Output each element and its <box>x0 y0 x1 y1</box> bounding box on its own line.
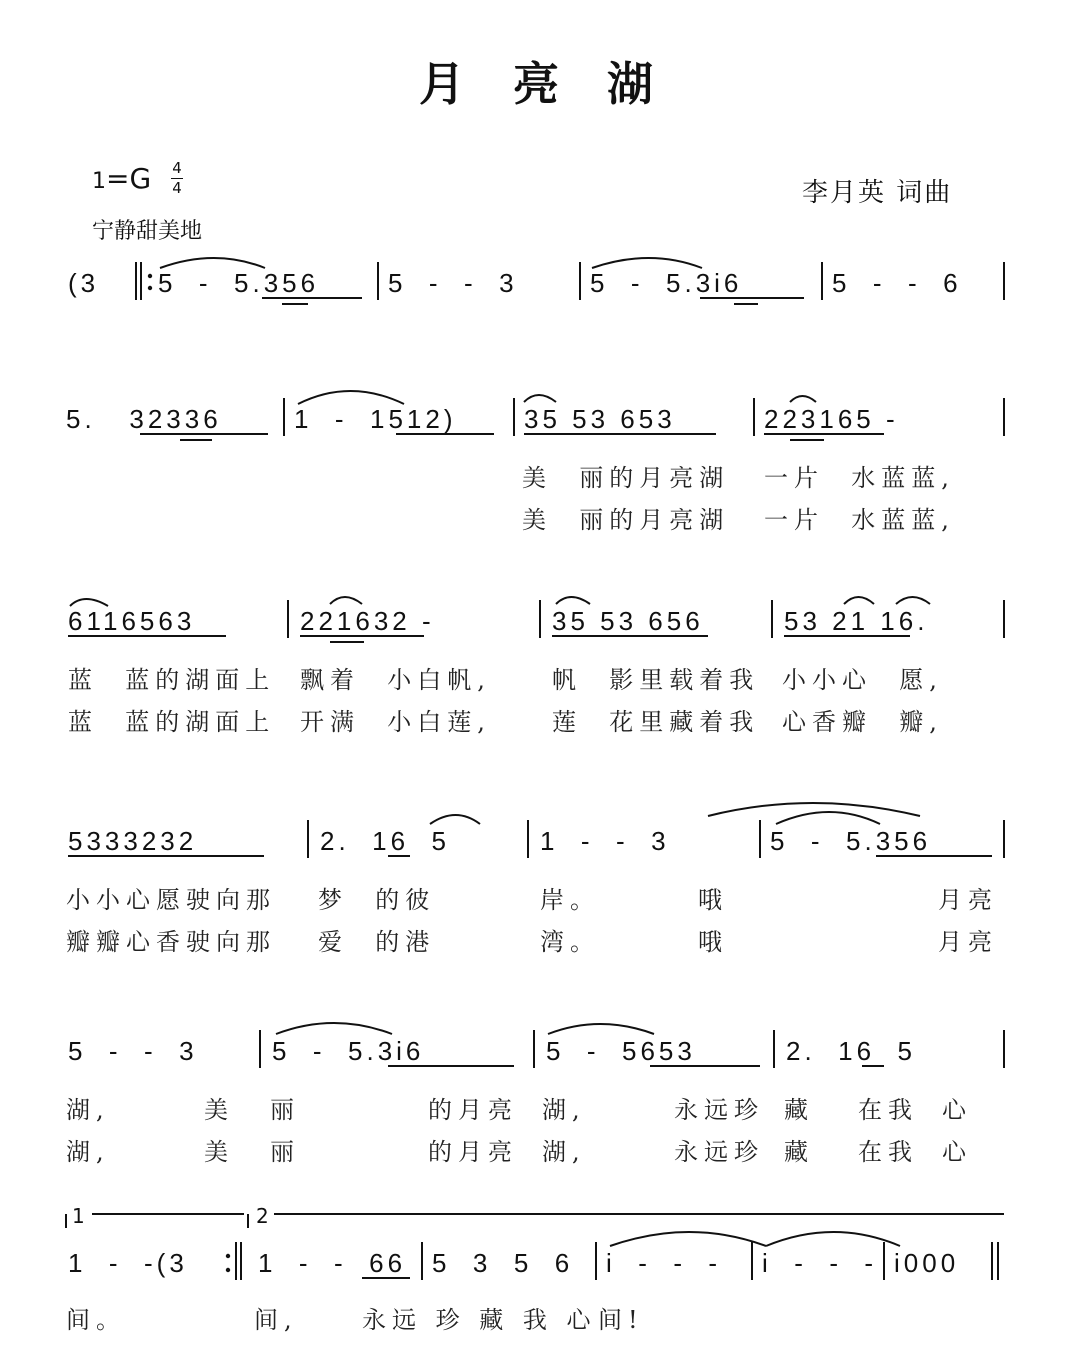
lyric-line-2: 月亮 <box>938 928 998 956</box>
tempo-marking: 宁静甜美地 <box>92 219 203 244</box>
measure-notes: 5 - 5.3i6 <box>272 1036 425 1066</box>
measure-notes: 5333232 <box>68 826 198 856</box>
measure-notes: 6116563 <box>68 606 196 636</box>
lyric-line-1: 间, <box>254 1306 298 1334</box>
song-title: 月亮湖 <box>419 57 701 111</box>
lyric-line-2: 丽 <box>270 1138 300 1166</box>
lyric-line-2: 的月亮 <box>428 1138 518 1166</box>
lyric-line-2: 莲 花里藏着我 <box>552 708 760 736</box>
lyric-line-1: 月亮 <box>938 886 998 914</box>
lyric-line-2: 美 <box>204 1138 234 1166</box>
lyric-line-2: 湾。 <box>540 928 600 956</box>
lyric-line-2: 蓝 蓝的湖面上 <box>68 708 276 736</box>
lyric-line-1: 梦 的彼 <box>318 886 436 914</box>
measure-notes: (3 <box>68 268 100 298</box>
lyric-line-1: 小小心 愿, <box>782 666 943 694</box>
lyric-line-2: 开满 小白莲, <box>300 708 491 736</box>
key-signature <box>92 162 151 195</box>
lyric-line-1: 心 <box>942 1096 972 1124</box>
lyric-line-1: 帆 影里载着我 <box>552 666 760 694</box>
lyric-line-2: 心香瓣 瓣, <box>782 708 943 736</box>
lyric-line-1: 丽 <box>270 1096 300 1124</box>
measure-notes: 2. 16 5 <box>786 1036 916 1066</box>
measure-notes: 1 - - 66 <box>258 1248 407 1278</box>
time-signature <box>170 160 184 197</box>
measure-notes: 35 53 656 <box>552 606 704 636</box>
lyric-line-1: 间! <box>598 1306 644 1334</box>
measure-notes: 5 - - 6 <box>832 268 962 298</box>
lyric-line-2: 一片 水蓝蓝, <box>764 506 955 534</box>
lyric-line-1: 湖, <box>542 1096 586 1124</box>
composer-credit: 李月英 词曲 <box>802 178 953 208</box>
measure-notes: i - - - <box>762 1248 878 1278</box>
lyric-line-1: 一片 水蓝蓝, <box>764 464 955 492</box>
lyric-line-2: 永远珍 <box>674 1138 764 1166</box>
time-bottom: 4 <box>172 179 182 197</box>
lyric-line-2: 湖, <box>542 1138 586 1166</box>
key-prefix: 1 <box>92 169 106 194</box>
measure-notes: 221632 - <box>300 606 435 636</box>
measure-notes: 223165 - <box>764 404 899 434</box>
lyric-line-2: 哦 <box>698 928 728 956</box>
measure-notes: 1 - - 3 <box>540 826 670 856</box>
measure-notes: 5 - 5653 <box>546 1036 696 1066</box>
lyric-line-2: 爱 的港 <box>318 928 436 956</box>
measure-notes: 1 - -(3 <box>68 1248 188 1278</box>
lyric-line-2: 美 丽的月亮湖 <box>522 506 730 534</box>
measure-notes: 2. 16 5 <box>320 826 450 856</box>
lyric-line-1: 美 <box>204 1096 234 1124</box>
lyric-line-1: 永远 珍 藏 我 心 <box>362 1306 597 1334</box>
measure-notes: 5 - 5.356 <box>770 826 932 856</box>
measure-notes: 5 - 5.3i6 <box>590 268 743 298</box>
lyric-line-1: 美 丽的月亮湖 <box>522 464 730 492</box>
measure-notes: 5 - - 3 <box>388 268 518 298</box>
lyric-line-1: 哦 <box>698 886 728 914</box>
lyric-line-2: 湖, <box>66 1138 110 1166</box>
lyric-line-1: 飘着 小白帆, <box>300 666 491 694</box>
lyric-line-1: 的月亮 <box>428 1096 518 1124</box>
lyric-line-2: 在我 <box>858 1138 918 1166</box>
lyric-line-1: 间。 <box>66 1306 126 1334</box>
lyric-line-1: 蓝 蓝的湖面上 <box>68 666 276 694</box>
measure-notes: 5. 32336 <box>66 404 222 434</box>
measure-notes: 1 - 1512) <box>294 404 457 434</box>
measure-notes: 5 - - 3 <box>68 1036 198 1066</box>
volta-1-label: 1 <box>72 1204 85 1228</box>
duration-underlines <box>68 298 992 1278</box>
lyric-line-2: 心 <box>942 1138 972 1166</box>
lyric-line-2: 藏 <box>784 1138 814 1166</box>
lyric-line-1: 小小心愿驶向那 <box>66 886 276 914</box>
measure-notes: 35 53 653 <box>524 404 676 434</box>
key-eq: =G <box>106 162 152 195</box>
measure-notes: 5 3 5 6 <box>432 1248 574 1278</box>
measure-notes: 5 - 5.356 <box>158 268 320 298</box>
lyric-line-1: 藏 <box>784 1096 814 1124</box>
lyric-line-1: 湖, <box>66 1096 110 1124</box>
lyric-line-1: 在我 <box>858 1096 918 1124</box>
measure-notes: i000 <box>894 1248 960 1278</box>
lyric-line-1: 岸。 <box>540 886 600 914</box>
time-top: 4 <box>172 159 182 177</box>
lyric-line-1: 永远珍 <box>674 1096 764 1124</box>
lyric-line-2: 瓣瓣心香驶向那 <box>66 928 276 956</box>
volta-brackets <box>66 1214 1004 1228</box>
measure-notes: 53 21 16. <box>784 606 929 636</box>
volta-2-label: 2 <box>256 1204 269 1228</box>
measure-notes: i - - - <box>606 1248 722 1278</box>
